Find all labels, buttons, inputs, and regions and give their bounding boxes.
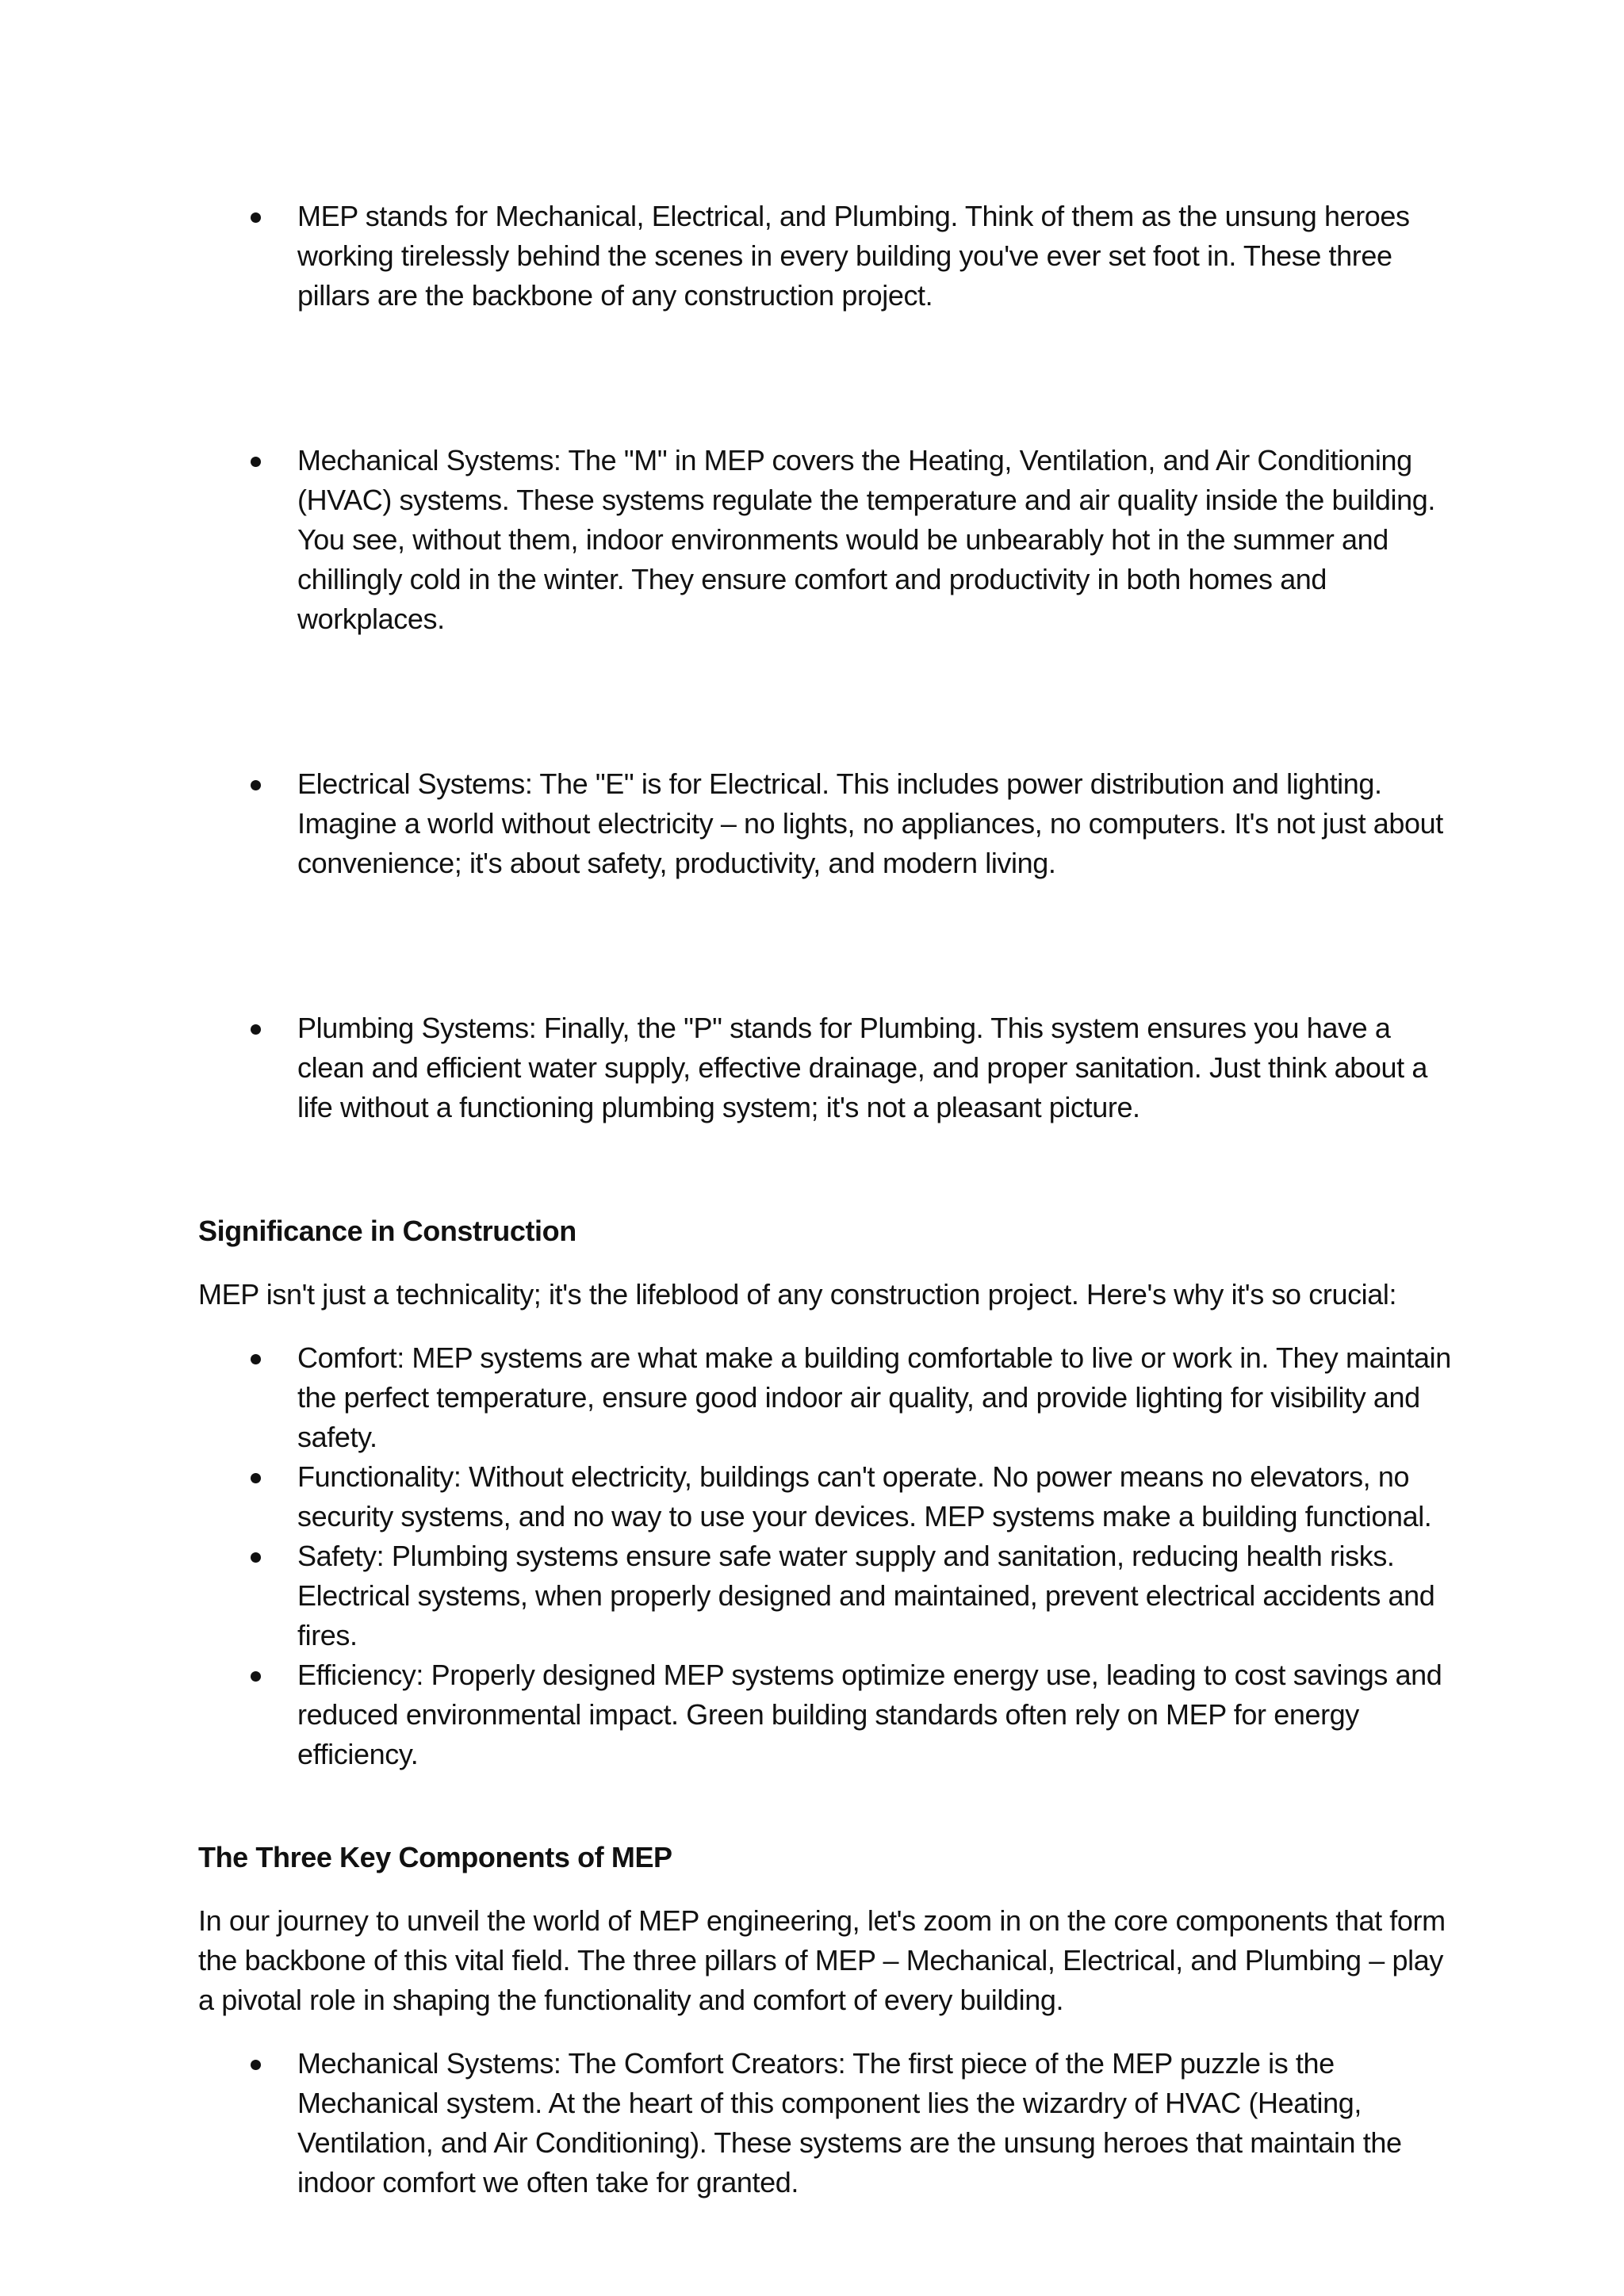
- bullet-icon: [251, 1024, 261, 1035]
- list-item-text: Functionality: Without electricity, buildings can't operate. No power means no elevators, no security systems, and no way to use your devices. MEP systems make a building functional.: [297, 1460, 1432, 1533]
- list-item-text: Electrical Systems: The "E" is for Electrical. This includes power distribution and lighting. Imagine a world without electricity – no lights, no appliances, no computers. It's not just about convenience; it's about safety, productivity, and modern living.: [297, 767, 1443, 879]
- list-item-text: Comfort: MEP systems are what make a building comfortable to live or work in. They maintain the perfect temperature, ensure good indoor air quality, and provide lighting for visibility and safety.: [297, 1341, 1451, 1453]
- list-item: [198, 2044, 1451, 2202]
- list-item: [198, 1655, 1451, 1774]
- bullet-icon: [251, 1552, 261, 1563]
- list-item: [198, 764, 1451, 883]
- bullet-icon: [251, 212, 261, 223]
- list-item: [198, 197, 1451, 316]
- document-page: [198, 197, 1451, 2202]
- components-heading: The Three Key Components of MEP: [198, 1841, 672, 1873]
- list-item-text: Mechanical Systems: The "M" in MEP covers the Heating, Ventilation, and Air Conditioning (HVAC) systems. These systems regulate the temperature and air quality inside the building. You see, without them, indoor environments would be unbearably hot in the summer and chillingly cold in the winter. They ensure comfort and productivity in both homes and workplaces.: [297, 444, 1435, 635]
- significance-heading: Significance in Construction: [198, 1215, 576, 1247]
- bullet-icon: [251, 2060, 261, 2070]
- bullet-icon: [251, 1473, 261, 1483]
- list-item: [198, 1457, 1451, 1536]
- bullet-icon: [251, 1671, 261, 1682]
- list-item: [198, 1338, 1451, 1457]
- significance-paragraph: MEP isn't just a technicality; it's the lifeblood of any construction project. Here's why it's so crucial:: [198, 1278, 1397, 1311]
- list-item: [198, 441, 1451, 639]
- list-item-text: Plumbing Systems: Finally, the "P" stands for Plumbing. This system ensures you have a clean and efficient water supply, effective drainage, and proper sanitation. Just think about a life without a functioning plumbing system; it's not a pleasant picture.: [297, 1012, 1427, 1123]
- bullet-icon: [251, 1354, 261, 1364]
- components-bullet-list: [198, 2044, 1451, 2202]
- list-item-text: MEP stands for Mechanical, Electrical, and Plumbing. Think of them as the unsung heroes working tirelessly behind the scenes in every building you've ever set foot in. These three pillars are the backbone of any construction project.: [297, 200, 1410, 312]
- list-item-text: Mechanical Systems: The Comfort Creators: The first piece of the MEP puzzle is the Mechanical system. At the heart of this component lies the wizardry of HVAC (Heating, Ventilation, and Air Conditioning). These systems are the unsung heroes that maintain the indoor comfort we often take for granted.: [297, 2047, 1402, 2198]
- components-paragraph: In our journey to unveil the world of MEP engineering, let's zoom in on the core components that form the backbone of this vital field. The three pillars of MEP – Mechanical, Electrical, and Plumbing – play a pivotal role in shaping the functionality and comfort of every building.: [198, 1904, 1446, 2016]
- bullet-icon: [251, 457, 261, 467]
- list-item: [198, 1536, 1451, 1655]
- bullet-icon: [251, 780, 261, 790]
- list-item-text: Efficiency: Properly designed MEP systems optimize energy use, leading to cost savings and reduced environmental impact. Green building standards often rely on MEP for energy efficiency.: [297, 1659, 1442, 1770]
- significance-bullet-list: [198, 1338, 1451, 1774]
- list-item-text: Safety: Plumbing systems ensure safe water supply and sanitation, reducing health risks. Electrical systems, when properly designed and maintained, prevent electrical accidents and fires.: [297, 1540, 1435, 1651]
- intro-bullet-list: [198, 197, 1451, 1127]
- list-item: [198, 1008, 1451, 1127]
